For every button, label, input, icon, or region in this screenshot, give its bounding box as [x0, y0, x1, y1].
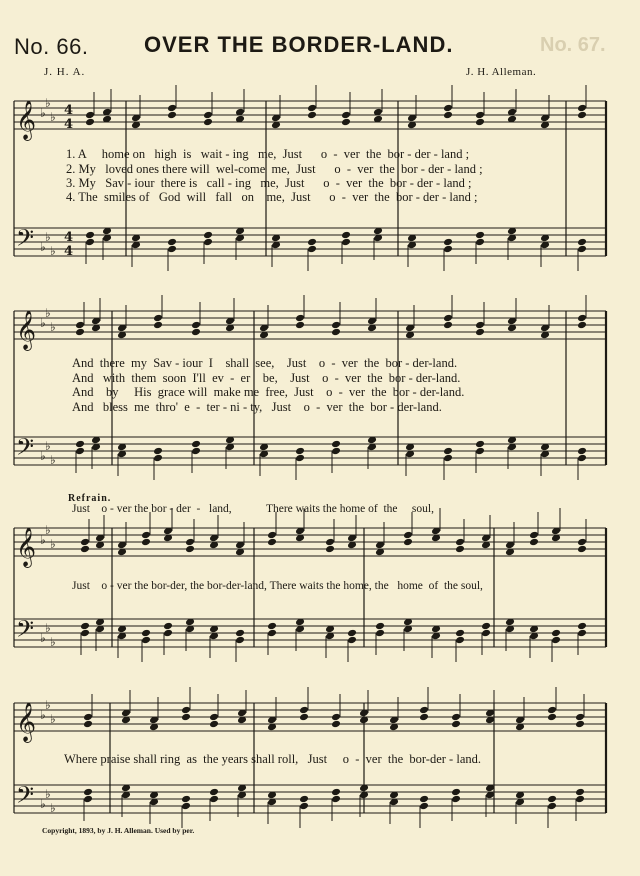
staff-lines	[14, 101, 606, 813]
svg-text:♭: ♭	[40, 240, 46, 254]
copyright-notice: Copyright, 1893, by J. H. Alleman. Used by per.	[42, 826, 195, 835]
svg-text:♭: ♭	[45, 306, 51, 320]
svg-text:♭: ♭	[40, 106, 46, 120]
svg-text:𝄞: 𝄞	[16, 702, 37, 742]
svg-text:♭: ♭	[40, 797, 46, 811]
refrain-label: Refrain.	[68, 493, 112, 504]
svg-text:♭: ♭	[40, 449, 46, 463]
svg-text:♭: ♭	[45, 523, 51, 537]
svg-text:♭: ♭	[50, 801, 56, 815]
svg-text:4: 4	[64, 244, 74, 259]
svg-text:𝄞: 𝄞	[16, 310, 37, 350]
svg-text:♭: ♭	[50, 537, 56, 551]
verse-4-line-1: 4. The smiles of God will fall on me, Just o - ver the bor - der - land ;	[66, 190, 478, 204]
svg-text:♭: ♭	[50, 635, 56, 649]
svg-text:♭: ♭	[40, 631, 46, 645]
verse-2-line-2: And with them soon I'll ev - er be, Just o - ver the bor - der-land.	[72, 371, 461, 385]
svg-text:𝄢: 𝄢	[16, 615, 35, 648]
svg-text:𝄞: 𝄞	[16, 527, 37, 567]
svg-text:4: 4	[64, 103, 74, 118]
refrain-bass-lyric: Just o - ver the bor-der, the bor-der-land, There waits the home, the home of the soul,	[72, 580, 483, 592]
svg-text:♭: ♭	[50, 110, 56, 124]
svg-text:♭: ♭	[50, 453, 56, 467]
barlines	[14, 101, 606, 813]
svg-text:♭: ♭	[45, 230, 51, 244]
bleed-through-text: No. 67.	[540, 34, 606, 56]
svg-text:♭: ♭	[45, 621, 51, 635]
verse-3-line-2: And by His grace will make me free, Just o - ver the bor - der-land.	[72, 385, 465, 399]
svg-text:♭: ♭	[45, 698, 51, 712]
svg-text:𝄢: 𝄢	[16, 224, 35, 257]
hymn-number: No. 66.	[14, 34, 89, 59]
svg-text:♭: ♭	[50, 244, 56, 258]
verse-4-line-2: And bless me thro' e - ter - ni - ty, Just o - ver the bor - der-land.	[72, 400, 442, 414]
svg-text:♭: ♭	[45, 96, 51, 110]
svg-text:4: 4	[64, 230, 74, 245]
verse-1-line-1: 1. A home on high is wait - ing me, Just o - ver the bor - der - land ;	[66, 147, 470, 161]
verse-3-line-1: 3. My Sav - iour there is call - ing me, Just o - ver the bor - der - land ;	[66, 176, 472, 190]
refrain-soprano-lyric: Just o - ver the bor - der - land, There waits the home of the soul,	[72, 503, 434, 515]
hymn-title: OVER THE BORDER-LAND.	[144, 32, 454, 57]
verse-2-line-1: 2. My loved ones there will wel-come me, Just o - ver the bor - der - land ;	[66, 162, 483, 176]
verse-1-line-2: And there my Sav - iour I shall see, Just o - ver the bor - der-land.	[72, 356, 458, 370]
refrain-final-lyric: Where praise shall ring as the years shall roll, Just o - ver the bor-der - land.	[64, 752, 481, 766]
svg-text:♭: ♭	[40, 316, 46, 330]
svg-text:𝄢: 𝄢	[16, 433, 35, 466]
svg-text:♭: ♭	[40, 533, 46, 547]
svg-text:4: 4	[64, 117, 74, 132]
svg-text:♭: ♭	[40, 708, 46, 722]
svg-text:♭: ♭	[50, 320, 56, 334]
svg-text:𝄞: 𝄞	[16, 100, 37, 140]
svg-text:♭: ♭	[45, 787, 51, 801]
svg-text:♭: ♭	[45, 439, 51, 453]
music-author: J. H. Alleman.	[466, 66, 537, 78]
svg-text:♭: ♭	[50, 712, 56, 726]
clefs-and-signatures	[16, 96, 73, 815]
svg-text:𝄢: 𝄢	[16, 781, 35, 814]
words-author: J. H. A.	[44, 66, 86, 78]
